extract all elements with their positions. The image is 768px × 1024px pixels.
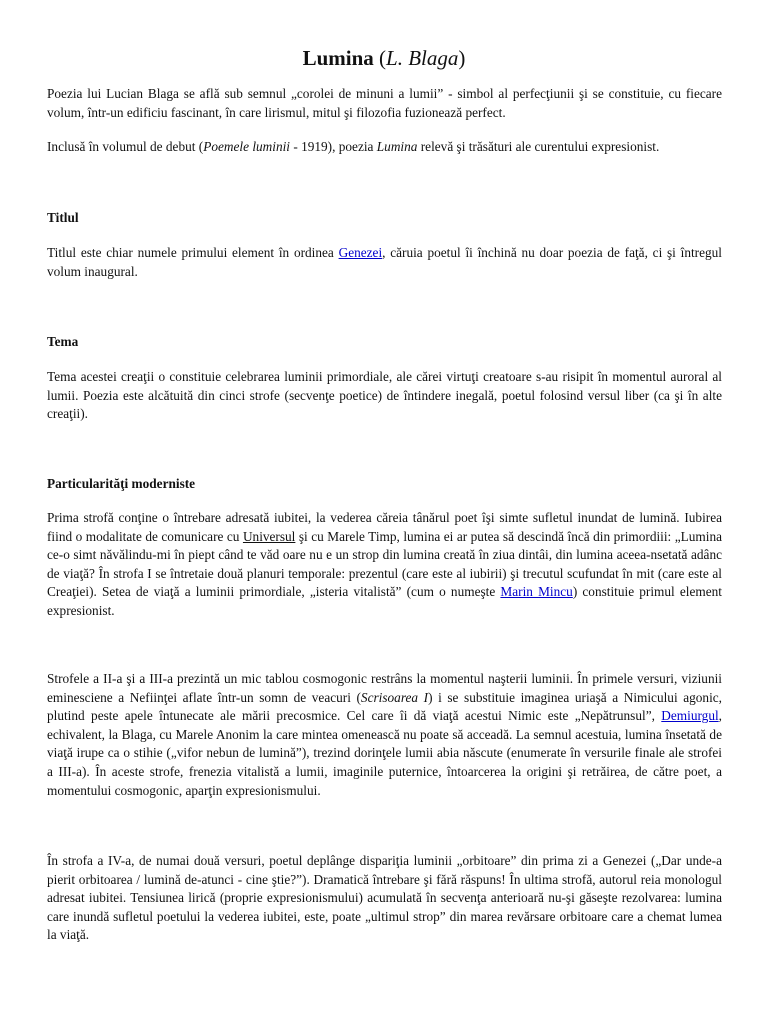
titlul-text-b: , căruia poetul îi închină nu doar poezia de faţă, ci şi întregul volum inaugural. (47, 245, 722, 279)
link-demiurgul[interactable]: Demiurgul (661, 708, 719, 724)
title-close-paren: ) (458, 46, 466, 70)
intro-p2-a: Inclusă în volumul de debut ( (47, 139, 204, 154)
strofe-text-c: , echivalent, la Blaga, cu Marele Anonim la care mintea omenească nu poate să acceadă. La semnul acestuia, lumina însetată de viaţă irupe ca o stihie („vifor nebun de lumină”), trezind dorinţele lumii abia născute (enumerate în versurile finale ale strofei a III-a). În aceste strofe, frenezia vitalistă a lumii, imaginile puternice, întoarcerea la origini şi retrăirea, de către poet, a momentului cosmogonic, aparţin expresionismului. (47, 708, 722, 798)
title-main: Lumina (302, 46, 374, 70)
scrisoarea-title: Scrisoarea I (360, 689, 429, 705)
final-paragraph: În strofa a IV-a, de numai două versuri, poetul deplânge dispariţia luminii „orbitoare” din prima zi a Genezei („Dar unde-a pierit orbitoarea / lumină de-atunci - cine ştie?”). Dramatică întrebare şi fără răspuns! În ultima strofă, autorul reia monologul adresat iubitei. Tensiunea lirică (proprie expresionismului) acumulată în secvenţa anterioară nu-şi găseşte rezolvarea: lumina care inundă sufletul poetului la vederea iubitei, este, poate „ultimul strop” din marea revărsare orbitoare care a chemat lumea la viaţă. (47, 853, 722, 943)
strofe-paragraph (47, 670, 722, 800)
strofe-text-a: Strofele a II-a şi a III-a prezintă un mic tablou cosmogonic restrâns la momentul naşterii luminii. În primele versuri, viziunii eminesciene a Nefiinţei aflate într-un somn de veacuri ( (47, 671, 722, 705)
intro-paragraph-1: Poezia lui Lucian Blaga se află sub semnul „corolei de minuni a lumii” - simbol al perfecţiunii şi se constituie, cu fiecare volum, într-un edificiu fascinant, în care lirismul, mitul şi filozofia fuzionează perfect. (47, 86, 722, 120)
link-marin-mincu[interactable]: Marin Mincu (500, 584, 573, 600)
volume-title: Poemele luminii (203, 139, 290, 154)
heading-tema: Tema (47, 334, 79, 349)
poem-title: Lumina (376, 139, 418, 154)
heading-particularitati: Particularităţi moderniste (47, 476, 196, 491)
link-genezei[interactable]: Genezei (338, 245, 383, 260)
tema-paragraph: Tema acestei creaţii o constituie celebrarea luminii primordiale, ale cărei virtuţi creatoare s-au risipit în momentul auroral al lumii. Poezia este alcătuită din cinci strofe (secvenţe poetice) de întindere inegală, poetul folosind versul liber (ca şi în alte creaţii). (47, 369, 722, 422)
part-text-a: Prima strofă conţine o întrebare adresată iubitei, la vederea căreia tânărul poet îşi simte sufletul inundat de lumină. Iubirea fiind o modalitate de comunicare cu (47, 510, 722, 544)
title-open-paren: ( (373, 46, 387, 70)
titlul-paragraph (47, 244, 722, 281)
title-author: L. Blaga (386, 46, 459, 70)
strofe-text-b: ) i se substituie imaginea uriaşă a Nimicului agonic, plutind peste apele întunecate ale mării precosmice. Cel care îi dă viaţă acestui Nimic este „Nepătrunsul”, (47, 689, 722, 724)
universul-term: Universul (242, 528, 296, 544)
intro-paragraph-2 (47, 138, 722, 157)
part-text-b: şi cu Marele Timp, lumina ei ar putea să descindă încă din primordiii: „Lumina ce-o simt năvălindu-mi în piept când te văd oare nu e un strop din lumina creată în ziua dintâi, din lumina aceea-nsetată adânc de viaţă? În strofa I se întretaie două planuri temporale: prezentul (care este al iubirii) şi trecutul scufundat în mit (care este al Creaţiei). Setea de viaţă a luminii primordiale, „isteria vitalistă” (cum o numeşte (47, 528, 722, 600)
page-title (0, 44, 768, 72)
part-text-c: ) constituie primul element expresionist. (47, 584, 722, 618)
titlul-text-a: Titlul este chiar numele primului element în ordinea (47, 245, 339, 260)
heading-titlul: Titlul (47, 210, 79, 225)
particularitati-paragraph (47, 509, 722, 621)
intro-p2-b: - 1919), poezia (290, 139, 377, 154)
intro-p2-c: relevă şi trăsături ale curentului expresionist. (417, 139, 660, 154)
